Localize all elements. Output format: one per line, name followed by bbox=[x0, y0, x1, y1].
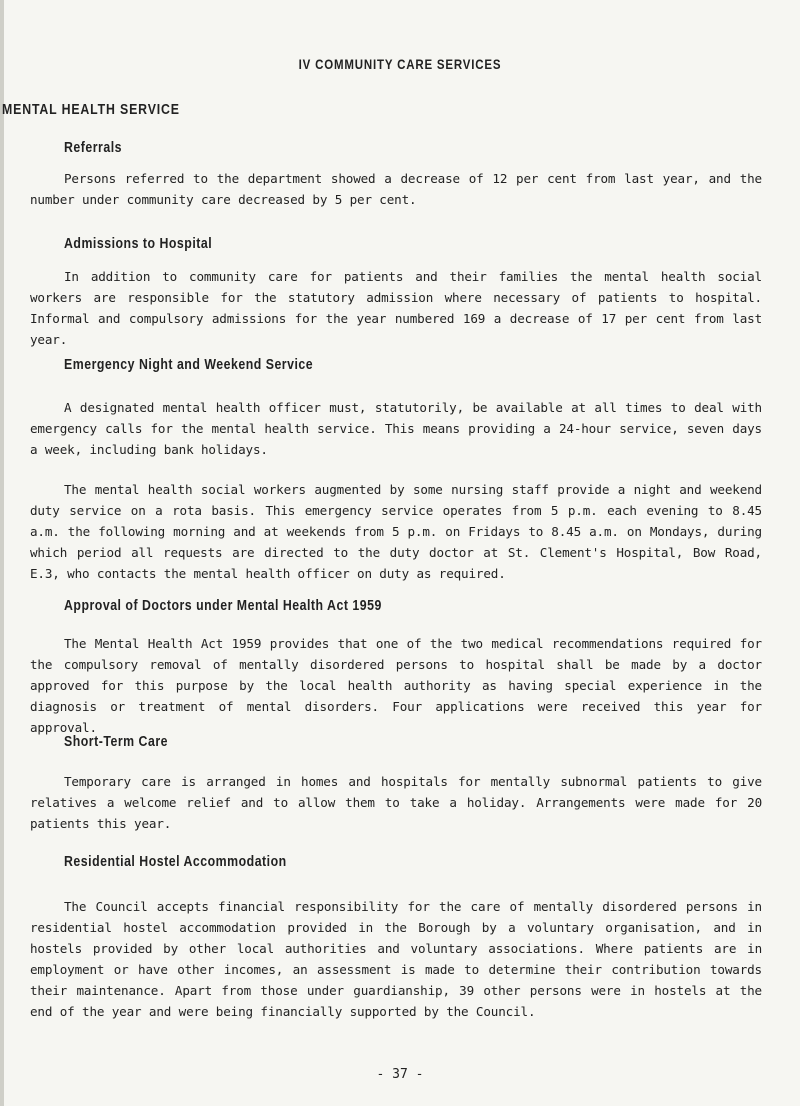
paragraph-emergency-service-1: A designated mental health officer must, statutorily, be available at all times to deal with emergency calls for the mental health service. This means providing a 24-hour service, seven days a week, including bank holidays. bbox=[30, 400, 762, 457]
heading-residential-hostel: Residential Hostel Accommodation bbox=[64, 854, 287, 870]
paragraph-approval-of-doctors: The Mental Health Act 1959 provides that one of the two medical recommendations required for the compulsory removal of mentally disordered persons to hospital shall be made by a doctor approved for this purpose by the local health authority as having special experience in the diagnosis or treatment of mental disorders. Four applications were received this year for approval. bbox=[30, 636, 762, 735]
paragraph-referrals: Persons referred to the department showed a decrease of 12 per cent from last year, and the number under community care decreased by 5 per cent. bbox=[30, 171, 762, 207]
heading-short-term-care: Short-Term Care bbox=[64, 734, 168, 750]
page-number: - 37 - bbox=[376, 1067, 424, 1082]
section-title: MENTAL HEALTH SERVICE bbox=[2, 102, 180, 118]
page-edge bbox=[0, 0, 4, 1106]
paragraph-emergency-service-2: The mental health social workers augmented by some nursing staff provide a night and weekend duty service on a rota basis. This emergency service operates from 5 p.m. each evening to 8.45 a.m. the following morning and at weekends from 5 p.m. on Fridays to 8.45 a.m. on Mondays, during which period all requests are directed to the duty doctor at St. Clement's Hospital, Bow Road, E.3, who contacts the mental health officer on duty as required. bbox=[30, 482, 762, 581]
chapter-title: IV COMMUNITY CARE SERVICES bbox=[298, 56, 502, 72]
heading-approval-of-doctors: Approval of Doctors under Mental Health Act 1959 bbox=[64, 598, 382, 614]
heading-referrals: Referrals bbox=[64, 140, 123, 156]
paragraph-admissions-to-hospital: In addition to community care for patients and their families the mental health social workers are responsible for the statutory admission where necessary of patients to hospital. Informal and compulsory admissions for the year numbered 169 a decrease of 17 per cent from last year. bbox=[30, 269, 762, 347]
heading-emergency-service: Emergency Night and Weekend Service bbox=[64, 357, 314, 373]
paragraph-residential-hostel: The Council accepts financial responsibility for the care of mentally disordered persons in residential hostel accommodation provided in the Borough by a voluntary organisation, and in hostels provided by other local authorities and voluntary associations. Where patients are in employment or have other incomes, an assessment is made to determine their contribution towards their maintenance. Apart from those under guardianship, 39 other persons were in hostels at the end of the year and were being financially supported by the Council. bbox=[30, 899, 762, 1019]
heading-admissions-to-hospital: Admissions to Hospital bbox=[64, 236, 213, 252]
paragraph-short-term-care: Temporary care is arranged in homes and hospitals for mentally subnormal patients to give relatives a welcome relief and to allow them to take a holiday. Arrangements were made for 20 patients this year. bbox=[30, 774, 762, 831]
